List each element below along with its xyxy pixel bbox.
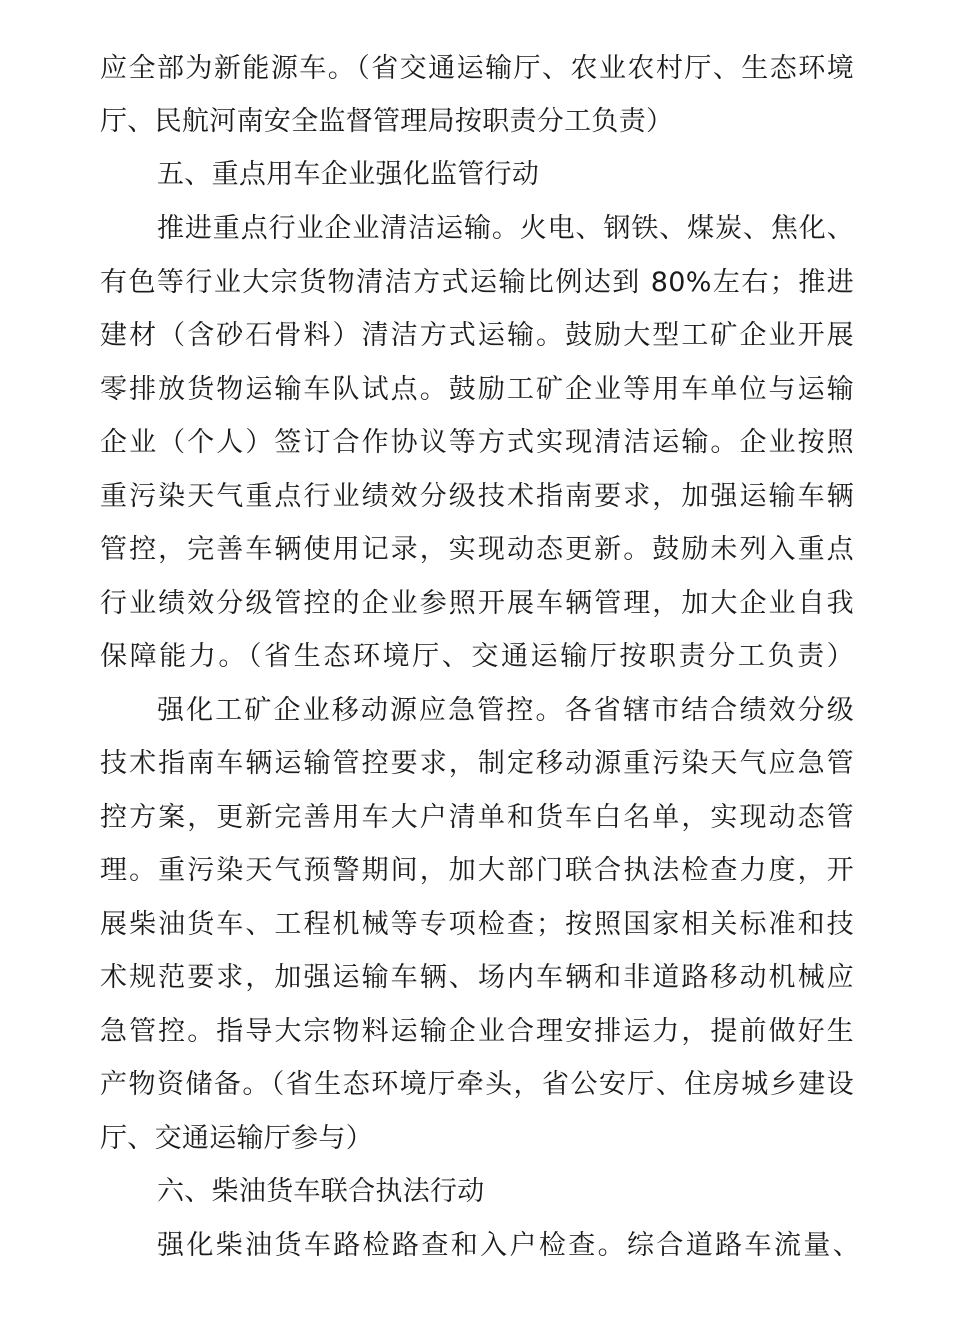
text-line: 保障能力。（省生态环境厅、交通运输厅按职责分工负责）	[100, 641, 854, 672]
text-line: 厅、民航河南安全监督管理局按职责分工负责）	[100, 106, 674, 137]
text-line: 控方案，更新完善用车大户清单和货车白名单，实现动态管	[100, 802, 854, 833]
text-line: 推进重点行业企业清洁运输。火电、钢铁、煤炭、焦化、	[157, 213, 854, 244]
text-line: 展柴油货车、工程机械等专项检查；按照国家相关标准和技	[100, 909, 854, 940]
text-line: 行业绩效分级管控的企业参照开展车辆管理，加大企业自我	[100, 588, 854, 619]
text-line: 管控，完善车辆使用记录，实现动态更新。鼓励未列入重点	[100, 534, 854, 565]
text-line: 术规范要求，加强运输车辆、场内车辆和非道路移动机械应	[100, 962, 854, 993]
text-line: 厅、交通运输厅参与）	[100, 1123, 373, 1154]
section-heading: 六、柴油货车联合执法行动	[157, 1176, 485, 1207]
text-line: 企业（个人）签订合作协议等方式实现清洁运输。企业按照	[100, 427, 854, 458]
text-line: 有色等行业大宗货物清洁方式运输比例达到 80%左右；推进	[100, 267, 854, 298]
text-line: 产物资储备。（省生态环境厅牵头，省公安厅、住房城乡建设	[100, 1069, 854, 1100]
text-line: 技术指南车辆运输管控要求，制定移动源重污染天气应急管	[100, 748, 854, 779]
text-line: 理。重污染天气预警期间，加大部门联合执法检查力度，开	[100, 855, 854, 886]
text-line: 强化柴油货车路检路查和入户检查。综合道路车流量、	[157, 1230, 860, 1261]
section-heading: 五、重点用车企业强化监管行动	[157, 159, 540, 190]
text-line: 急管控。指导大宗物料运输企业合理安排运力，提前做好生	[100, 1016, 854, 1047]
text-line: 零排放货物运输车队试点。鼓励工矿企业等用车单位与运输	[100, 374, 854, 405]
text-line: 重污染天气重点行业绩效分级技术指南要求，加强运输车辆	[100, 481, 854, 512]
text-line: 强化工矿企业移动源应急管控。各省辖市结合绩效分级	[157, 695, 854, 726]
text-line: 建材（含砂石骨料）清洁方式运输。鼓励大型工矿企业开展	[100, 320, 854, 351]
text-line: 应全部为新能源车。（省交通运输厅、农业农村厅、生态环境	[100, 53, 854, 84]
